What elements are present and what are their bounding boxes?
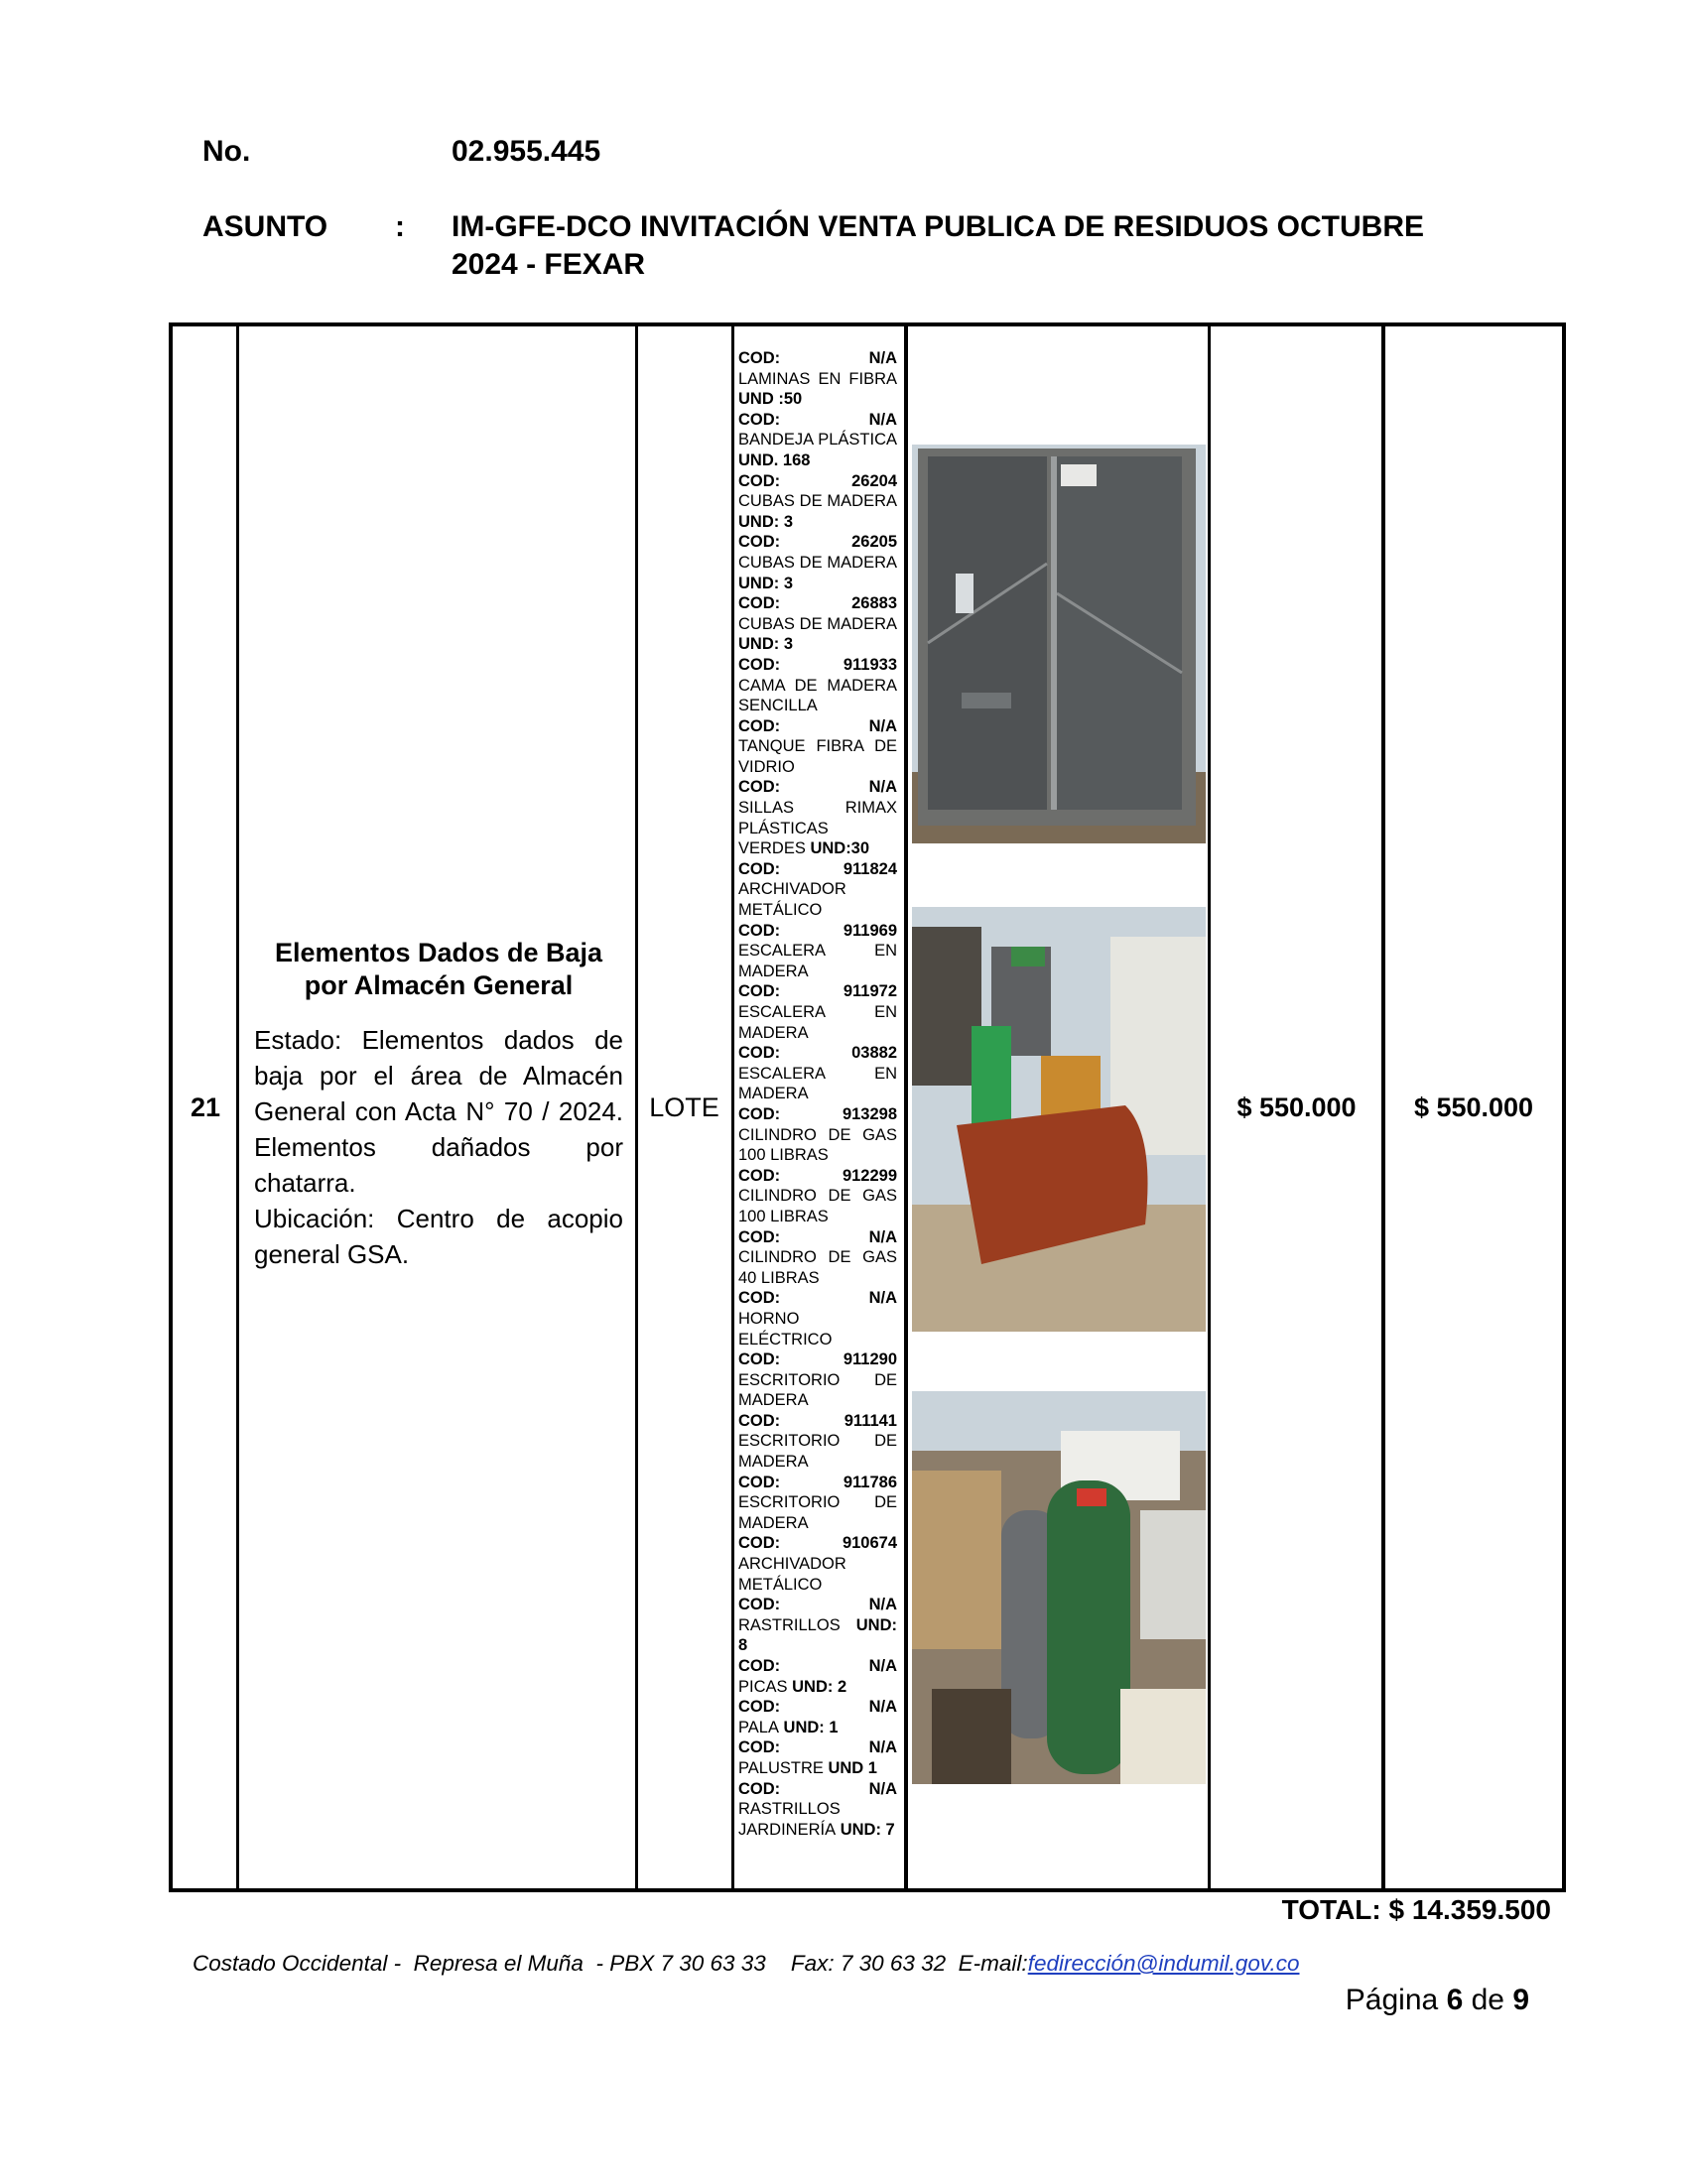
item-code-value: N/A bbox=[868, 410, 897, 429]
photo-metal-cabinet bbox=[912, 445, 1206, 843]
item-code-row bbox=[738, 1595, 897, 1615]
item-entry bbox=[738, 532, 897, 593]
item-description: SILLAS RIMAX PLÁSTICAS VERDES UND:30 bbox=[738, 799, 897, 858]
item-code-row bbox=[738, 921, 897, 942]
item-description: CUBAS DE MADERA UND: 3 bbox=[738, 553, 897, 592]
item-entry bbox=[738, 1166, 897, 1227]
item-code-row bbox=[738, 348, 897, 369]
item-cod-label: COD: bbox=[738, 1227, 781, 1246]
description-line: Estado: Elementos dados de bbox=[254, 1025, 623, 1055]
document-number: 02.955.445 bbox=[452, 135, 601, 168]
item-description: CUBAS DE MADERA UND: 3 bbox=[738, 492, 897, 531]
item-entry bbox=[738, 1349, 897, 1411]
item-cod-label: COD: bbox=[738, 1289, 781, 1308]
item-description: HORNO ELÉCTRICO bbox=[738, 1309, 833, 1349]
column-divider bbox=[731, 326, 734, 1888]
item-cod-label: COD: bbox=[738, 921, 781, 940]
item-cod-label: COD: bbox=[738, 859, 781, 878]
item-entry bbox=[738, 1779, 897, 1841]
item-cod-label: COD: bbox=[738, 1779, 781, 1798]
item-code-value: 26204 bbox=[851, 471, 897, 490]
item-entry bbox=[738, 1737, 897, 1778]
item-entry bbox=[738, 1411, 897, 1473]
item-cod-label: COD: bbox=[738, 1698, 781, 1717]
item-description: BANDEJA PLÁSTICA UND. 168 bbox=[738, 431, 897, 469]
item-entry bbox=[738, 777, 897, 858]
item-description: PALA UND: 1 bbox=[738, 1718, 839, 1736]
item-description: PICAS UND: 2 bbox=[738, 1677, 847, 1696]
item-cod-label: COD: bbox=[738, 1411, 781, 1430]
item-code-row bbox=[738, 1533, 897, 1554]
item-code-value: N/A bbox=[868, 1596, 897, 1614]
page-number bbox=[1346, 1983, 1529, 2018]
item-code-row bbox=[738, 655, 897, 676]
item-code-value: 26205 bbox=[851, 533, 897, 552]
item-code-row bbox=[738, 1104, 897, 1125]
item-code-row bbox=[738, 1779, 897, 1800]
item-cod-label: COD: bbox=[738, 1738, 781, 1757]
metal-cabinet-image bbox=[912, 445, 1206, 843]
item-code-row bbox=[738, 777, 897, 798]
page-total: 9 bbox=[1512, 1984, 1529, 2016]
description-line: Elementos dañados por bbox=[254, 1132, 623, 1162]
column-divider bbox=[904, 326, 908, 1888]
item-description: CAMA DE MADERA SENCILLA bbox=[738, 676, 897, 715]
item-cod-label: COD: bbox=[738, 778, 781, 797]
item-description: LAMINAS EN FIBRA UND :50 bbox=[738, 369, 897, 409]
row-number: 21 bbox=[190, 1092, 221, 1122]
item-cod-label: COD: bbox=[738, 594, 781, 613]
description-line: baja por el área de Almacén bbox=[254, 1061, 623, 1091]
item-cod-label: COD: bbox=[738, 1473, 781, 1491]
item-entry bbox=[738, 1043, 897, 1104]
item-description: CILINDRO DE GAS 40 LIBRAS bbox=[738, 1248, 897, 1287]
item-entry bbox=[738, 1288, 897, 1349]
item-quantity: UND. 168 bbox=[738, 450, 811, 469]
item-code-row bbox=[738, 1288, 897, 1309]
title-line-2: por Almacén General bbox=[304, 970, 574, 1000]
item-cod-label: COD: bbox=[738, 1534, 781, 1553]
item-description: ESCALERA EN MADERA bbox=[738, 1064, 897, 1103]
item-code-row bbox=[738, 532, 897, 553]
item-code-value: N/A bbox=[868, 778, 897, 797]
item-entry bbox=[738, 1473, 897, 1534]
item-quantity: UND: 8 bbox=[738, 1615, 897, 1655]
item-cod-label: COD: bbox=[738, 1104, 781, 1123]
item-code-row bbox=[738, 1697, 897, 1718]
item-code-row bbox=[738, 859, 897, 880]
page-word: Página bbox=[1345, 1984, 1439, 2016]
page-of: de bbox=[1471, 1984, 1504, 2016]
item-code-value: 913298 bbox=[842, 1104, 897, 1123]
footer-email-link[interactable]: fedirección@indumil.gov.co bbox=[1027, 1951, 1300, 1976]
item-entry bbox=[738, 1533, 897, 1595]
item-code-row bbox=[738, 1349, 897, 1370]
item-code-row bbox=[738, 716, 897, 737]
items-table bbox=[169, 322, 1566, 1892]
page-current: 6 bbox=[1446, 1984, 1464, 2016]
item-description: ARCHIVADOR METÁLICO bbox=[738, 880, 846, 920]
item-quantity: UND:30 bbox=[805, 839, 870, 858]
item-description: TANQUE FIBRA DE VIDRIO bbox=[738, 737, 897, 776]
item-cod-label: COD: bbox=[738, 1596, 781, 1614]
item-cod-label: COD: bbox=[738, 1044, 781, 1063]
item-quantity: UND: 3 bbox=[738, 574, 794, 592]
item-entry bbox=[738, 1656, 897, 1697]
description-line: General con Acta N° 70 / 2024. bbox=[254, 1096, 623, 1126]
item-code-row bbox=[738, 1737, 897, 1758]
item-quantity: UND: 3 bbox=[738, 635, 794, 654]
item-description: ESCALERA EN MADERA bbox=[738, 1003, 897, 1042]
item-description: CUBAS DE MADERA UND: 3 bbox=[738, 614, 897, 654]
item-description: ESCRITORIO DE MADERA bbox=[738, 1370, 897, 1410]
item-code-row bbox=[738, 1656, 897, 1677]
item-quantity: UND :50 bbox=[738, 390, 803, 409]
item-description: PALUSTRE UND 1 bbox=[738, 1758, 877, 1777]
description-cell bbox=[244, 326, 633, 1888]
description-line: general GSA. bbox=[254, 1239, 410, 1269]
item-code-row bbox=[738, 1411, 897, 1432]
item-code-row bbox=[738, 593, 897, 614]
item-entry bbox=[738, 859, 897, 921]
item-description: CILINDRO DE GAS 100 LIBRAS bbox=[738, 1187, 897, 1225]
item-cod-label: COD: bbox=[738, 982, 781, 1001]
item-description: ARCHIVADOR METÁLICO bbox=[738, 1555, 846, 1594]
item-cod-label: COD: bbox=[738, 1350, 781, 1369]
item-cod-label: COD: bbox=[738, 716, 781, 735]
item-entry bbox=[738, 471, 897, 533]
footer-contact-text: Costado Occidental - Represa el Muña - PBX 7 30 63 33 Fax: 7 30 63 32 E-mail: bbox=[193, 1951, 1028, 1976]
item-cod-label: COD: bbox=[738, 655, 781, 674]
item-cod-label: COD: bbox=[738, 349, 781, 367]
item-description: RASTRILLOS UND: 8 bbox=[738, 1615, 897, 1655]
item-entry bbox=[738, 1697, 897, 1737]
description-line: chatarra. bbox=[254, 1168, 356, 1198]
item-code-value: 911786 bbox=[843, 1473, 897, 1491]
item-code-row bbox=[738, 981, 897, 1002]
item-code-value: 911933 bbox=[843, 655, 897, 674]
item-entry bbox=[738, 1104, 897, 1166]
item-code-value: 910674 bbox=[842, 1534, 897, 1553]
item-quantity: UND: 2 bbox=[787, 1677, 847, 1696]
item-code-value: N/A bbox=[868, 1779, 897, 1798]
item-code-value: 911969 bbox=[843, 921, 897, 940]
item-code-row bbox=[738, 1227, 897, 1248]
title-line-1: Elementos Dados de Baja bbox=[274, 938, 603, 967]
item-entry bbox=[738, 655, 897, 716]
item-code-value: N/A bbox=[868, 1227, 897, 1246]
item-code-value: N/A bbox=[868, 1657, 897, 1675]
item-cod-label: COD: bbox=[738, 410, 781, 429]
item-code-value: 912299 bbox=[842, 1166, 897, 1185]
item-code-row bbox=[738, 1166, 897, 1187]
item-code-value: 911972 bbox=[843, 982, 897, 1001]
photo-gas-cylinders bbox=[912, 1391, 1206, 1784]
item-description: ESCRITORIO DE MADERA bbox=[738, 1493, 897, 1532]
item-quantity: UND: 3 bbox=[738, 512, 794, 531]
item-code-value: 911141 bbox=[844, 1411, 897, 1430]
asunto-line-2: 2024 - FEXAR bbox=[452, 248, 646, 281]
asunto-line-1: IM-GFE-DCO INVITACIÓN VENTA PUBLICA DE RESIDUOS OCTUBRE bbox=[452, 210, 1425, 243]
asunto-label: ASUNTO bbox=[202, 210, 328, 243]
item-quantity: UND: 7 bbox=[836, 1820, 895, 1839]
item-code-value: N/A bbox=[868, 1738, 897, 1757]
footer-contact bbox=[193, 1951, 1300, 1977]
item-code-row bbox=[738, 1043, 897, 1064]
item-code-value: 03882 bbox=[851, 1044, 897, 1063]
item-code-list bbox=[738, 348, 897, 1840]
item-entry bbox=[738, 716, 897, 778]
item-code-value: 911290 bbox=[843, 1350, 897, 1369]
item-entry bbox=[738, 348, 897, 410]
item-code-value: N/A bbox=[868, 349, 897, 367]
item-code-row bbox=[738, 410, 897, 431]
item-entry bbox=[738, 593, 897, 655]
item-cod-label: COD: bbox=[738, 1166, 781, 1185]
item-entry bbox=[738, 1227, 897, 1289]
description-line: Ubicación: Centro de acopio bbox=[254, 1204, 623, 1233]
unit-cell: LOTE bbox=[649, 1092, 719, 1122]
item-description: CILINDRO DE GAS 100 LIBRAS bbox=[738, 1125, 897, 1165]
unit-price: $ 550.000 bbox=[1236, 1092, 1357, 1122]
item-description: ESCALERA EN MADERA bbox=[738, 942, 897, 980]
no-label: No. bbox=[202, 135, 251, 168]
item-entry bbox=[738, 921, 897, 982]
item-code-row bbox=[738, 471, 897, 492]
item-cod-label: COD: bbox=[738, 471, 781, 490]
item-quantity: UND: 1 bbox=[778, 1718, 839, 1736]
grand-total: TOTAL: $ 14.359.500 bbox=[1281, 1894, 1551, 1925]
total-price: $ 550.000 bbox=[1413, 1092, 1534, 1122]
item-entry bbox=[738, 981, 897, 1043]
item-cod-label: COD: bbox=[738, 533, 781, 552]
column-divider bbox=[1208, 326, 1211, 1888]
item-quantity: UND 1 bbox=[823, 1758, 877, 1777]
photo-scrap-pile bbox=[912, 907, 1206, 1332]
item-cod-label: COD: bbox=[738, 1657, 781, 1675]
item-code-value: 911824 bbox=[843, 859, 897, 878]
scrap-pile-image bbox=[912, 907, 1206, 1332]
item-code-value: N/A bbox=[868, 716, 897, 735]
item-code-value: N/A bbox=[868, 1289, 897, 1308]
item-entry bbox=[738, 1595, 897, 1656]
item-code-row bbox=[738, 1473, 897, 1493]
item-description: RASTRILLOS JARDINERÍA UND: 7 bbox=[738, 1800, 895, 1839]
item-description: ESCRITORIO DE MADERA bbox=[738, 1432, 897, 1472]
asunto-colon: : bbox=[395, 210, 405, 243]
gas-cylinders-image bbox=[912, 1391, 1206, 1784]
item-code-value: N/A bbox=[868, 1698, 897, 1717]
item-entry bbox=[738, 410, 897, 471]
description-title bbox=[254, 937, 623, 1002]
item-code-value: 26883 bbox=[851, 594, 897, 613]
